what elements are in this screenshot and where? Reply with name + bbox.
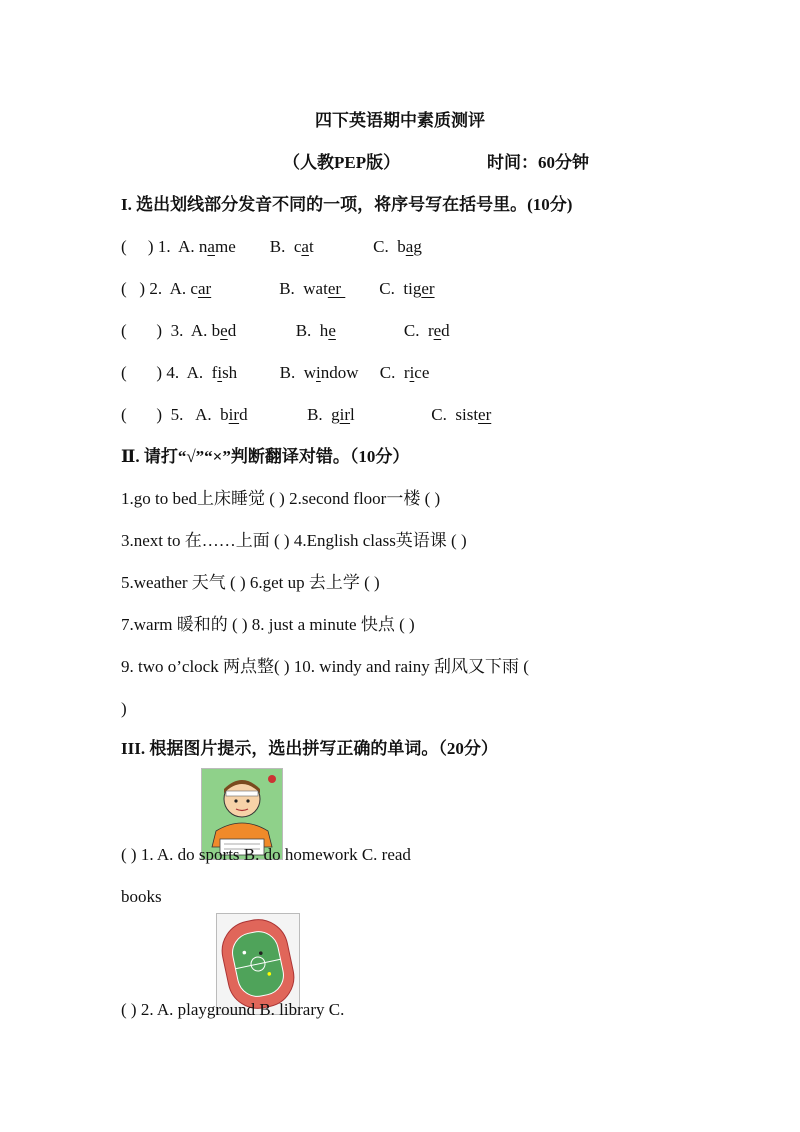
question-text: C. b — [313, 237, 406, 256]
exam-time: 时间：60分钟 — [487, 153, 589, 172]
question-text: B. c — [235, 237, 302, 256]
section-3-question-2: ( ) 2. A. playground B. library C. — [121, 1000, 345, 1019]
underlined-letters: er — [327, 279, 346, 298]
question-text: g — [413, 237, 422, 256]
section-1-question-5 — [121, 404, 491, 426]
exam-title: 四下英语期中素质测评 — [315, 111, 485, 130]
underlined-letters: i — [316, 363, 321, 382]
section-3-question-1: ( ) 1. A. do sports B. do homework C. read — [121, 845, 411, 864]
section-2-line-3: 5.weather 天气 ( ) 6.get up 去上学 ( ) — [121, 573, 380, 592]
question-text: ( ) 1. A. n — [121, 237, 208, 256]
underlined-letters: a — [207, 237, 215, 256]
underlined-letters: a — [301, 237, 309, 256]
question-text: B. wat — [211, 279, 328, 298]
section-1-question-1 — [121, 236, 422, 258]
underlined-letters: e — [433, 321, 442, 340]
section-1-question-3 — [121, 320, 450, 342]
section-2-line-5-continued: ) — [121, 699, 127, 718]
section-2-line-5: 9. two o’clock 两点整( ) 10. windy and rainy 刮风又下雨 ( — [121, 657, 529, 676]
section-3-question-1-continued: books — [121, 887, 162, 906]
question-text: d B. g — [239, 405, 340, 424]
section-3-heading: III. 根据图片提示，选出拼写正确的单词。（20分） — [121, 739, 498, 758]
question-text: l C. sist — [350, 405, 479, 424]
question-text: C. tig — [345, 279, 422, 298]
underlined-letters: a — [405, 237, 414, 256]
question-text: ( ) 4. A. f — [121, 363, 218, 382]
underlined-letters: i — [409, 363, 415, 382]
section-1-heading: I. 选出划线部分发音不同的一项，将序号写在括号里。(10分) — [121, 195, 573, 214]
section-1-question-2 — [121, 278, 435, 300]
underlined-letters: ir — [228, 405, 240, 424]
section-1-question-4 — [121, 362, 429, 384]
question-text: t — [308, 237, 314, 256]
section-2-heading: Ⅱ. 请打“√”“×”判断翻译对错。（10分） — [121, 447, 410, 466]
underlined-letters: er — [421, 279, 435, 298]
question-text: sh B. w — [222, 363, 317, 382]
question-text: me — [214, 237, 236, 256]
question-text: ( ) 5. A. b — [121, 405, 229, 424]
question-text: d — [441, 321, 450, 340]
question-text: ( ) 2. A. c — [121, 279, 198, 298]
section-2-line-4: 7.warm 暖和的 ( ) 8. just a minute 快点 ( ) — [121, 615, 415, 634]
underlined-letters: ar — [197, 279, 212, 298]
question-text: C. r — [335, 321, 434, 340]
question-text: ndow C. r — [320, 363, 410, 382]
underlined-letters: e — [328, 321, 336, 340]
question-text: ce — [414, 363, 430, 382]
underlined-letters: i — [217, 363, 223, 382]
underlined-letters: er — [478, 405, 492, 424]
question-text: d B. h — [227, 321, 329, 340]
exam-edition: （人教PEP版） — [283, 153, 401, 172]
section-2-line-1: 1.go to bed上床睡觉 ( ) 2.second floor一楼 ( ) — [121, 489, 441, 508]
question-text: ( ) 3. A. b — [121, 321, 221, 340]
underlined-letters: ir — [339, 405, 351, 424]
section-2-line-2: 3.next to 在……上面 ( ) 4.English class英语课 ( ) — [121, 531, 467, 550]
underlined-letters: e — [220, 321, 228, 340]
